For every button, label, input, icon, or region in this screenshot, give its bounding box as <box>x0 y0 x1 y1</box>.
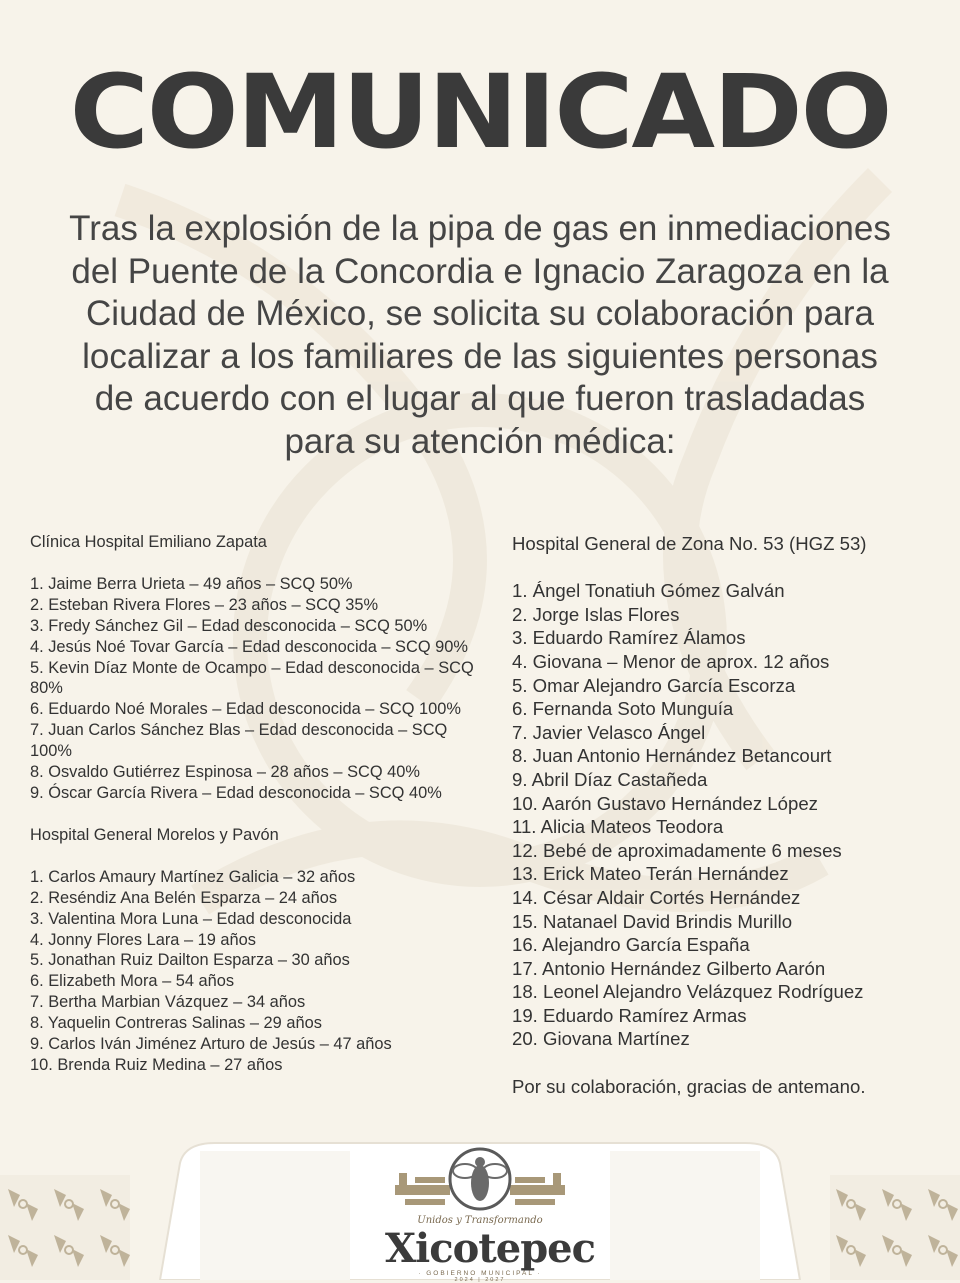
list-item: 9. Carlos Iván Jiménez Arturo de Jesús – 47 años <box>30 1035 392 1054</box>
list-item: 10. Brenda Ruiz Medina – 27 años <box>30 1055 283 1074</box>
intro-line: Tras la explosión de la pipa de gas en inmediaciones <box>69 209 891 248</box>
list-item: 10. Aarón Gustavo Hernández López <box>512 792 818 814</box>
logo-tagline: Unidos y Transformando <box>417 1215 543 1226</box>
list-item: 3. Fredy Sánchez Gil – Edad desconocida – SCQ 50% <box>30 616 428 635</box>
intro-line: para su atención médica: <box>284 421 676 461</box>
footer-pattern-right <box>830 1175 960 1280</box>
list-item: 4. Jonny Flores Lara – 19 años <box>30 930 256 949</box>
patient-list-emiliano-zapata <box>30 574 490 804</box>
list-item: 5. Omar Alejandro García Escorza <box>512 674 796 696</box>
list-item: 4. Jesús Noé Tovar García – Edad desconocida – SCQ 90% <box>30 637 468 656</box>
list-item: 2. Esteban Rivera Flores – 23 años – SCQ 35% <box>30 595 379 614</box>
list-item: 12. Bebé de aproximadamente 6 meses <box>512 839 842 861</box>
list-item: 5. Kevin Díaz Monte de Ocampo – Edad desconocida – SCQ 80% <box>30 658 474 698</box>
closing-text: Por su colaboración, gracias de antemano. <box>512 1075 866 1097</box>
logo-years: 2024 | 2027 <box>454 1277 506 1283</box>
list-item: 18. Leonel Alejandro Velázquez Rodríguez <box>512 981 864 1003</box>
xicotepec-logo <box>385 1145 595 1283</box>
footer-pattern-left <box>0 1175 130 1280</box>
list-item: 7. Juan Carlos Sánchez Blas – Edad desconocida – SCQ 100% <box>30 721 448 761</box>
list-item: 19. Eduardo Ramírez Armas <box>512 1004 747 1026</box>
list-item: 2. Reséndiz Ana Belén Esparza – 24 años <box>30 888 338 907</box>
list-item: 11. Alicia Mateos Teodora <box>512 816 724 838</box>
left-column <box>30 532 490 1076</box>
right-column <box>512 532 942 1098</box>
list-item: 7. Bertha Marbian Vázquez – 34 años <box>30 993 306 1012</box>
list-item: 9. Abril Díaz Castañeda <box>512 768 708 790</box>
list-item: 1. Jaime Berra Urieta – 49 años – SCQ 50% <box>30 574 353 593</box>
bee-emblem-icon <box>385 1145 575 1217</box>
intro-paragraph <box>50 208 910 463</box>
list-item: 9. Óscar García Rivera – Edad desconocida – SCQ 40% <box>30 783 442 802</box>
list-item: 3. Valentina Mora Luna – Edad desconocida <box>30 909 352 928</box>
list-item: 1. Ángel Tonatiuh Gómez Galván <box>512 580 785 602</box>
list-item: 17. Antonio Hernández Gilberto Aarón <box>512 957 826 979</box>
list-item: 8. Yaquelin Contreras Salinas – 29 años <box>30 1014 322 1033</box>
list-item: 20. Giovana Martínez <box>512 1028 690 1050</box>
hospital-title-emiliano-zapata: Clínica Hospital Emiliano Zapata <box>30 533 267 551</box>
patient-list-morelos-pavon <box>30 867 490 1076</box>
logo-subtitle: · GOBIERNO MUNICIPAL · <box>418 1270 542 1277</box>
list-item: 8. Osvaldo Gutiérrez Espinosa – 28 años – SCQ 40% <box>30 763 420 782</box>
list-item: 14. César Aldair Cortés Hernández <box>512 886 801 908</box>
list-item: 13. Erick Mateo Terán Hernández <box>512 863 789 885</box>
list-item: 16. Alejandro García España <box>512 934 750 956</box>
patient-list-hgz-53 <box>512 579 942 1051</box>
intro-line: localizar a los familiares de las siguientes personas <box>82 336 878 376</box>
list-item: 15. Natanael David Brindis Murillo <box>512 910 793 932</box>
hospital-title-hgz-53: Hospital General de Zona No. 53 (HGZ 53) <box>512 533 867 554</box>
intro-line: de acuerdo con el lugar al que fueron trasladadas <box>94 379 866 418</box>
list-item: 6. Eduardo Noé Morales – Edad desconocida – SCQ 100% <box>30 700 461 719</box>
list-item: 3. Eduardo Ramírez Álamos <box>512 627 746 649</box>
intro-line: Ciudad de México, se solicita su colaboración para <box>86 294 874 333</box>
list-item: 4. Giovana – Menor de aprox. 12 años <box>512 650 830 672</box>
list-item: 6. Fernanda Soto Munguía <box>512 698 734 720</box>
logo-name: Xicotepec <box>385 1225 595 1272</box>
list-item: 2. Jorge Islas Flores <box>512 603 680 625</box>
list-item: 1. Carlos Amaury Martínez Galicia – 32 años <box>30 867 356 886</box>
page-title: COMUNICADO <box>69 53 891 172</box>
intro-line: del Puente de la Concordia e Ignacio Zaragoza en la <box>71 251 889 291</box>
list-item: 6. Elizabeth Mora – 54 años <box>30 972 235 991</box>
list-item: 5. Jonathan Ruiz Dailton Esparza – 30 años <box>30 951 350 970</box>
list-item: 7. Javier Velasco Ángel <box>512 721 706 743</box>
hospital-title-morelos-pavon: Hospital General Morelos y Pavón <box>30 825 279 844</box>
list-item: 8. Juan Antonio Hernández Betancourt <box>512 745 832 767</box>
